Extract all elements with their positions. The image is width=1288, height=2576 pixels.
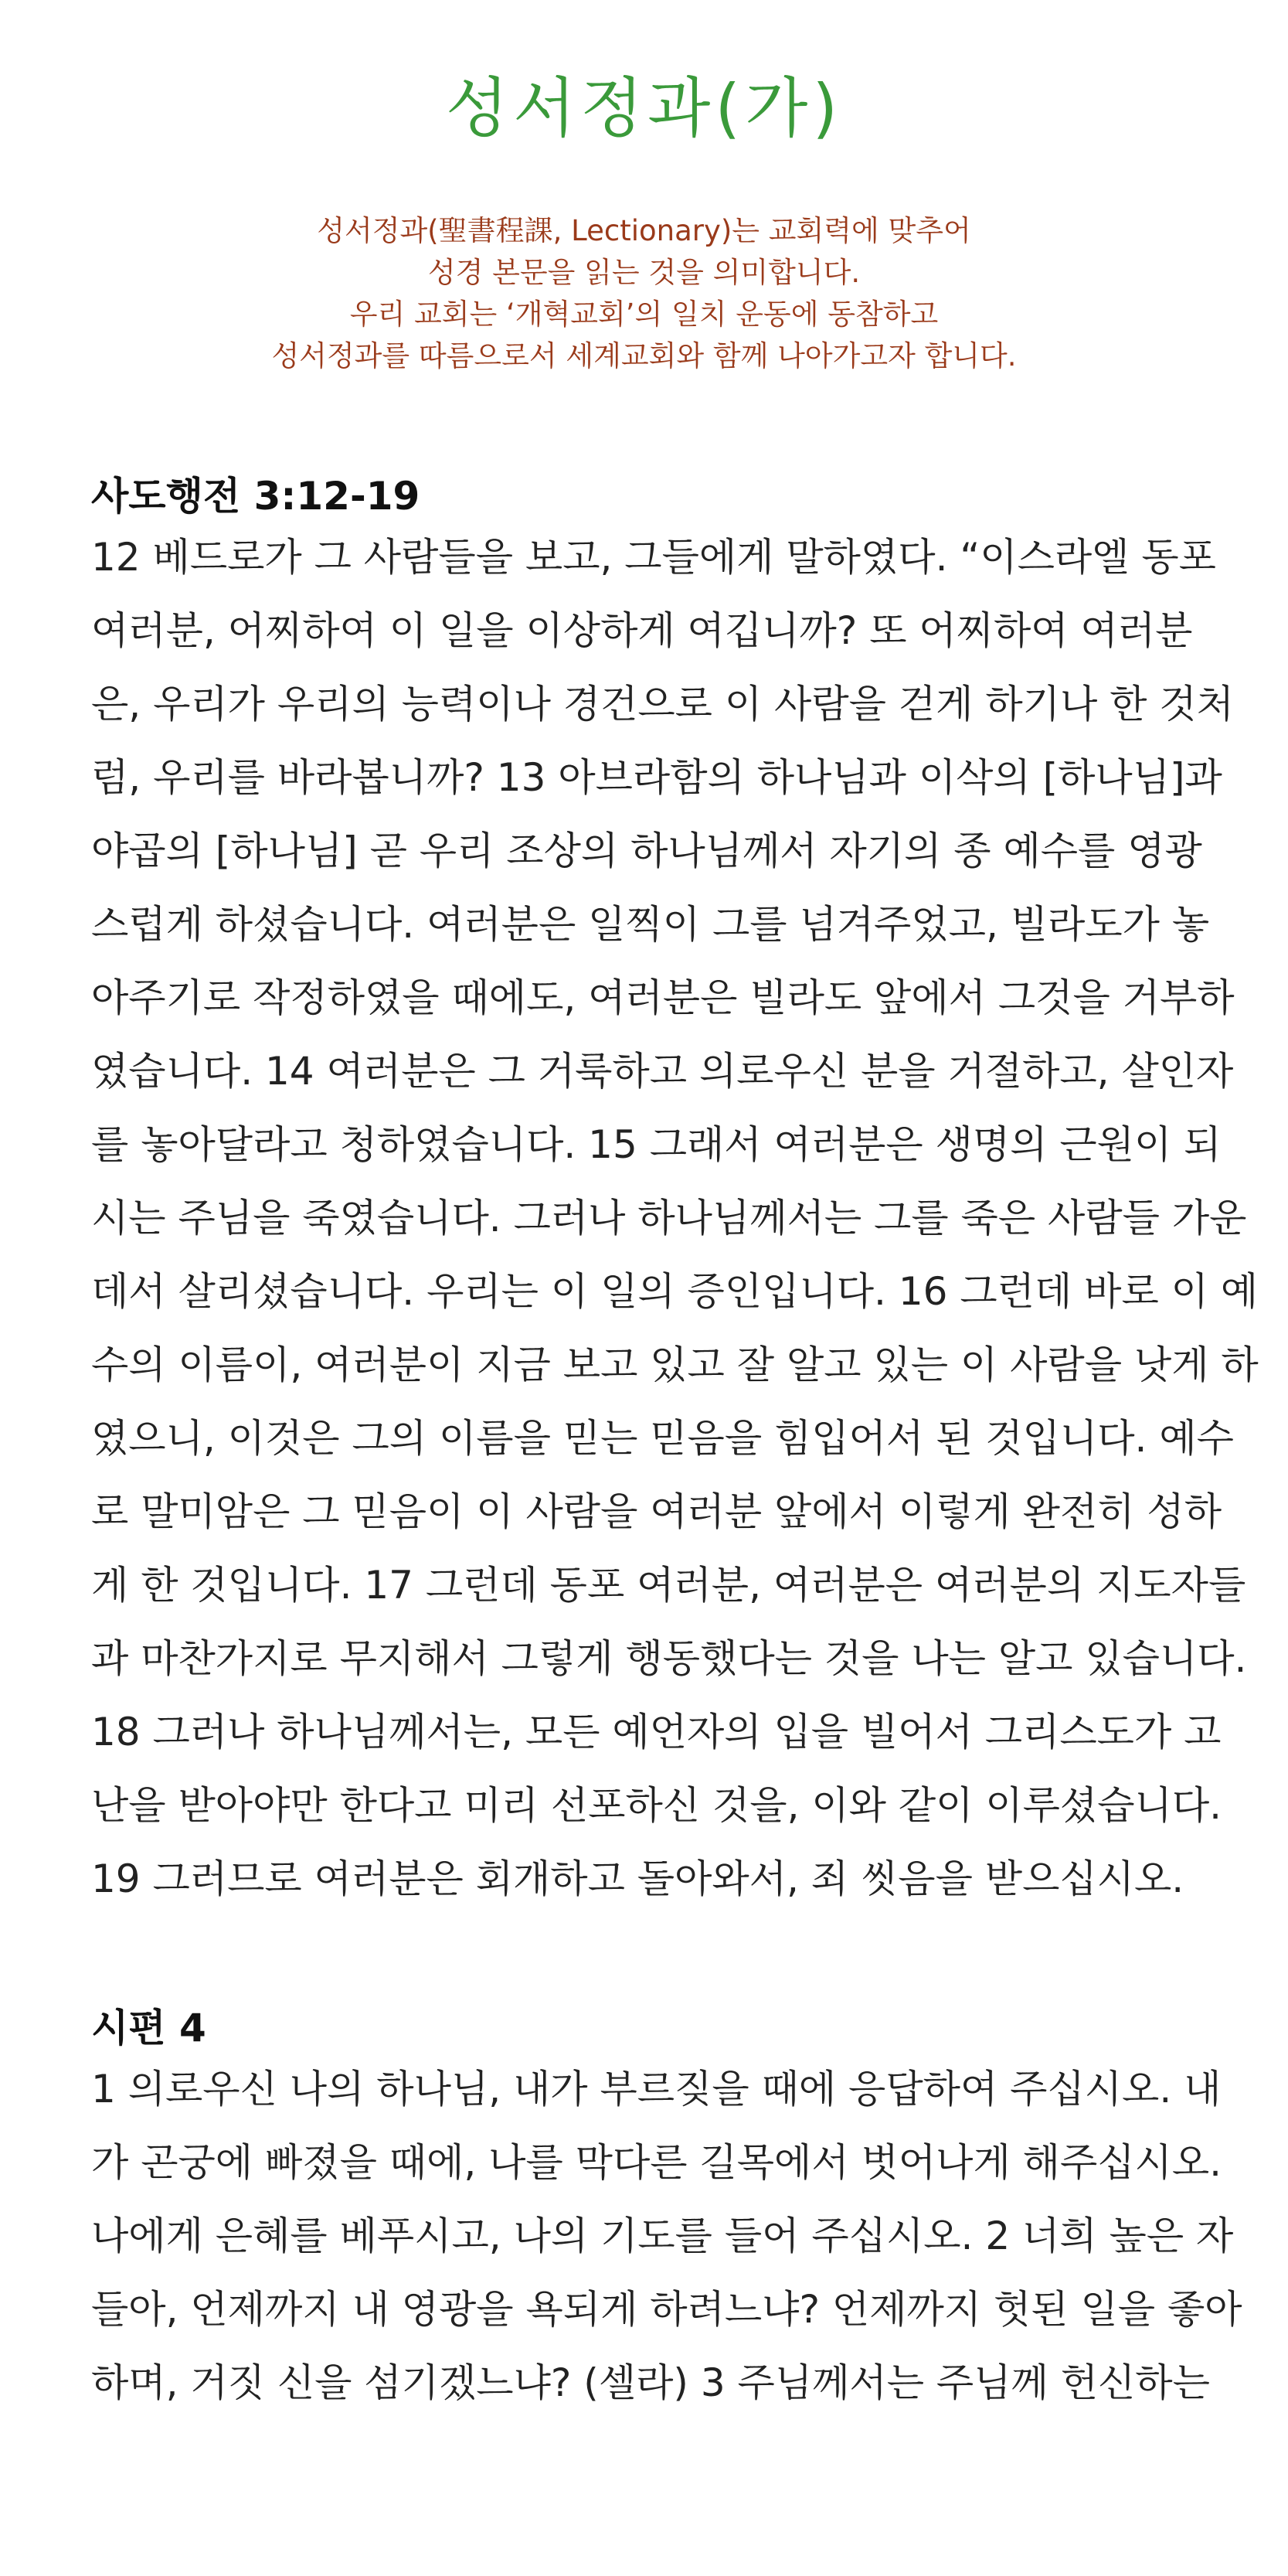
text-line: 야곱의 [하나님] 곧 우리 조상의 하나님께서 자기의 종 예수를 영광: [91, 829, 1202, 873]
text-line: 수의 이름이, 여러분이 지금 보고 있고 잘 알고 있는 이 사람을 낫게 하: [91, 1342, 1259, 1387]
text-line: 스럽게 하셨습니다. 여러분은 일찍이 그를 넘겨주었고, 빌라도가 놓: [91, 902, 1210, 947]
intro-line: 우리 교회는 ‘개혁교회’의 일치 운동에 동참하고: [349, 298, 939, 331]
text-line: 하며, 거짓 신을 섬기겠느냐? (셀라) 3 주님께서는 주님께 헌신하는: [91, 2360, 1210, 2405]
text-line: 데서 살리셨습니다. 우리는 이 일의 증인입니다. 16 그런데 바로 이 예: [91, 1269, 1259, 1314]
text-line: 여러분, 어찌하여 이 일을 이상하게 여깁니까? 또 어찌하여 여러분: [91, 608, 1193, 653]
reading-heading: 사도행전 3:12-19: [91, 474, 420, 519]
text-line: 게 한 것입니다. 17 그런데 동포 여러분, 여러분은 여러분의 지도자들: [91, 1563, 1246, 1608]
text-line: 12 베드로가 그 사람들을 보고, 그들에게 말하였다. “이스라엘 동포: [91, 535, 1216, 580]
text-line: 로 말미암은 그 믿음이 이 사람을 여러분 앞에서 이렇게 완전히 성하: [91, 1489, 1222, 1534]
intro-line: 성서정과(聖書程課, Lectionary)는 교회력에 맞추어: [317, 214, 971, 247]
text-line: 은, 우리가 우리의 능력이나 경건으로 이 사람을 걷게 하기나 한 것처: [91, 682, 1234, 727]
text-line: 였습니다. 14 여러분은 그 거룩하고 의로우신 분을 거절하고, 살인자: [91, 1049, 1234, 1094]
reading-heading: 시편 4: [91, 2006, 206, 2050]
reading-text: [91, 2053, 1242, 2420]
intro-line: 성경 본문을 읽는 것을 의미합니다.: [427, 256, 861, 289]
text-line: 시는 주님을 죽였습니다. 그러나 하나님께서는 그를 죽은 사람들 가운: [91, 1196, 1247, 1240]
text-line: 19 그러므로 여러분은 회개하고 돌아와서, 죄 씻음을 받으십시오.: [91, 1856, 1184, 1901]
text-line: 아주기로 작정하였을 때에도, 여러분은 빌라도 앞에서 그것을 거부하: [91, 975, 1235, 1020]
text-line: 18 그러나 하나님께서는, 모든 예언자의 입을 빌어서 그리스도가 고: [91, 1710, 1222, 1754]
text-line: 를 놓아달라고 청하였습니다. 15 그래서 여러분은 생명의 근원이 되: [91, 1122, 1222, 1167]
text-line: 였으니, 이것은 그의 이름을 믿는 믿음을 힘입어서 된 것입니다. 예수: [91, 1416, 1234, 1461]
text-line: 난을 받아야만 한다고 미리 선포하신 것을, 이와 같이 이루셨습니다.: [91, 1783, 1222, 1828]
text-line: 가 곤궁에 빠졌을 때에, 나를 막다른 길목에서 벗어나게 해주십시오.: [91, 2140, 1222, 2185]
intro-line: 성서정과를 따름으로서 세계교회와 함께 나아가고자 합니다.: [271, 339, 1017, 373]
text-line: 들아, 언제까지 내 영광을 욕되게 하려느냐? 언제까지 헛된 일을 좋아: [91, 2287, 1242, 2332]
text-line: 1 의로우신 나의 하나님, 내가 부르짖을 때에 응답하여 주십시오. 내: [91, 2067, 1222, 2112]
text-line: 럼, 우리를 바라봅니까? 13 아브라함의 하나님과 이삭의 [하나님]과: [91, 755, 1222, 800]
page-title: 성서정과(가): [445, 70, 843, 146]
reading-text: [91, 521, 1259, 1916]
reading-acts: [91, 471, 1259, 1916]
reading-psalm: [91, 2003, 1242, 2420]
text-line: 나에게 은혜를 베푸시고, 나의 기도를 들어 주십시오. 2 너희 높은 자: [91, 2214, 1234, 2258]
text-line: 과 마찬가지로 무지해서 그렇게 행동했다는 것을 나는 알고 있습니다.: [91, 1636, 1247, 1681]
intro-paragraph: [0, 210, 1288, 377]
